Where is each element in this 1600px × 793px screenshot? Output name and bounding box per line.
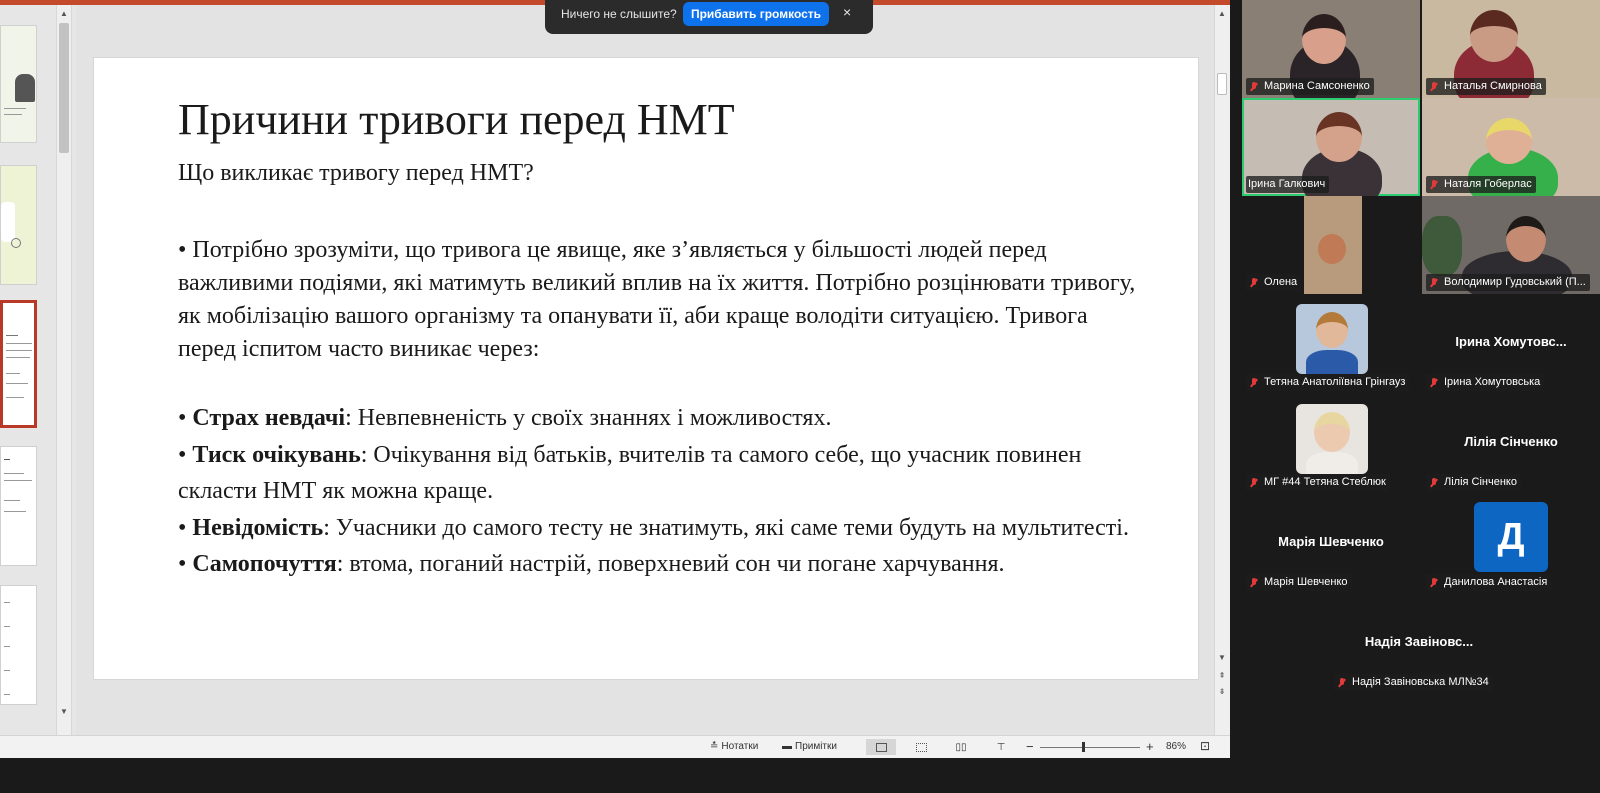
participant-nameplate	[1246, 176, 1329, 193]
reading-view-button[interactable]	[946, 739, 976, 755]
participant-name: МГ #44 Тетяна Стеблюк	[1264, 476, 1386, 488]
participant-nameplate	[1246, 78, 1374, 95]
bullet-term: Самопочуття	[192, 551, 337, 577]
bullet-term: Невідомість	[192, 514, 324, 541]
mic-muted-icon	[1428, 377, 1440, 389]
participant-nameplate	[1426, 274, 1590, 291]
zoom-slider-knob[interactable]	[1082, 742, 1085, 752]
bullet-text: : Невпевненість у своїх знаннях і можливостях.	[345, 405, 832, 431]
participant-tile[interactable]	[1330, 596, 1508, 694]
participant-nameplate	[1246, 574, 1352, 591]
participant-name: Данилова Анастасія	[1444, 576, 1548, 588]
participant-video-head	[1486, 118, 1532, 164]
slide-editor-area	[76, 5, 1214, 735]
participant-nameplate	[1426, 176, 1536, 193]
slide-sorter-icon	[916, 743, 927, 752]
mic-muted-icon	[1248, 577, 1260, 589]
bullet-text: : Очікування від батьків, вчителів та самого себе, що учасник повинен скласти НМТ як можна краще.	[178, 441, 1082, 504]
participant-video-head	[1302, 14, 1346, 64]
participant-display-name: Надія Завіновс...	[1364, 634, 1474, 649]
participant-name: Ірина Галкович	[1248, 178, 1326, 190]
participant-tile[interactable]	[1422, 296, 1600, 394]
comments-button[interactable]	[782, 741, 837, 752]
slide-bullet: • Тиск очікувань: Очікування від батьків, вчителів та самого себе, що учасник повинен скласти НМТ як можна краще.	[178, 441, 1082, 504]
scroll-down-arrow-icon[interactable]: ▼	[60, 707, 68, 716]
status-bar	[0, 735, 1230, 758]
mic-muted-icon	[1428, 179, 1440, 191]
slide-title[interactable]: Причини тривоги перед НМТ	[178, 95, 735, 144]
participant-nameplate	[1246, 274, 1301, 291]
meeting-bottom-area	[0, 758, 1230, 793]
thumbnails-scroll-thumb[interactable]	[59, 23, 69, 153]
slide-scrollbar[interactable]	[1214, 5, 1230, 735]
participant-name: Олена	[1264, 276, 1298, 288]
normal-view-icon	[876, 743, 887, 752]
participant-gallery	[1230, 0, 1600, 793]
slide-thumbnail[interactable]	[0, 165, 37, 285]
slide-subtitle[interactable]: Що викликає тривогу перед НМТ?	[178, 160, 534, 186]
mic-muted-icon	[1428, 277, 1440, 289]
plant-decoration	[1422, 216, 1462, 276]
audio-prompt-banner	[545, 0, 873, 34]
participant-name: Наталя Гоберлас	[1444, 178, 1532, 190]
zoom-slider[interactable]	[1040, 747, 1140, 748]
zoom-level[interactable]: 86%	[1166, 741, 1187, 752]
fit-to-window-icon[interactable]: ⊡	[1200, 739, 1211, 753]
participant-name: Лілія Сінченко	[1444, 476, 1517, 488]
previous-slide-icon[interactable]: ⇞	[1218, 671, 1226, 680]
slide-sorter-view-button[interactable]	[906, 739, 936, 755]
participant-name: Наталья Смирнова	[1444, 80, 1542, 92]
participant-tile[interactable]	[1242, 496, 1420, 594]
slide-bullet: • Невідомість: Учасники до самого тесту не знатимуть, які саме теми будуть на мультитесті.	[178, 514, 1129, 541]
participant-tile[interactable]	[1242, 396, 1420, 494]
comments-label: Примітки	[795, 741, 837, 752]
participant-name: Марина Самсоненко	[1264, 80, 1370, 92]
mic-muted-icon	[1428, 477, 1440, 489]
audio-prompt-question: Ничего не слышите?	[561, 7, 677, 21]
notes-icon: ≛	[710, 741, 719, 752]
bullet-text: : втома, поганий настрій, поверхневий сон чи погане харчування.	[336, 551, 1005, 577]
slide-bullet: • Страх невдачі: Невпевненість у своїх знаннях і можливостях.	[178, 405, 832, 431]
slide-thumbnails-pane[interactable]	[0, 5, 56, 735]
slide-thumbnail[interactable]	[0, 25, 37, 143]
close-icon[interactable]: ×	[843, 4, 852, 20]
participant-nameplate	[1426, 574, 1551, 591]
mic-muted-icon	[1336, 677, 1348, 689]
participant-photo	[1296, 404, 1368, 474]
current-slide[interactable]	[94, 58, 1198, 679]
participant-video	[1304, 196, 1362, 294]
participant-nameplate	[1426, 374, 1544, 391]
participant-video-head	[1470, 10, 1518, 62]
normal-view-button[interactable]	[866, 739, 896, 755]
slide-thumbnail[interactable]	[0, 585, 37, 705]
participant-tile[interactable]	[1422, 98, 1600, 196]
bullet-text: : Учасники до самого тесту не знатимуть, які саме теми будуть на мультитесті.	[323, 514, 1129, 541]
thumbnails-scrollbar[interactable]	[56, 5, 72, 735]
scroll-down-arrow-icon[interactable]: ▼	[1218, 653, 1226, 662]
participant-tile[interactable]	[1242, 196, 1420, 294]
participant-tile-active-speaker[interactable]	[1242, 98, 1420, 196]
increase-volume-button[interactable]: Прибавить громкость	[683, 2, 829, 26]
participant-name: Марія Шевченко	[1264, 576, 1348, 588]
mic-muted-icon	[1428, 577, 1440, 589]
participant-nameplate	[1334, 674, 1493, 691]
mic-muted-icon	[1248, 277, 1260, 289]
projector-icon: ⊤	[996, 741, 1006, 753]
book-icon: ▯▯	[955, 741, 967, 753]
participant-video-head	[1318, 234, 1346, 264]
mic-muted-icon	[1248, 81, 1260, 93]
participant-tile[interactable]	[1422, 0, 1600, 98]
participant-display-name: Ірина Хомутовс...	[1455, 334, 1567, 349]
participant-video-head	[1506, 216, 1546, 262]
notes-button[interactable]	[710, 741, 758, 752]
slide-thumbnail-current[interactable]	[0, 300, 37, 428]
participant-display-name: Лілія Сінченко	[1464, 434, 1558, 449]
participant-photo	[1296, 304, 1368, 374]
avatar: Д	[1474, 502, 1548, 572]
participant-display-name: Марія Шевченко	[1278, 534, 1384, 549]
participant-video-head	[1316, 112, 1362, 162]
slide-scroll-thumb[interactable]	[1217, 73, 1227, 95]
scroll-up-arrow-icon[interactable]: ▲	[1218, 9, 1226, 18]
participant-tile[interactable]	[1422, 196, 1600, 294]
slide-thumbnail[interactable]	[0, 446, 37, 566]
bullet-term: Страх невдачі	[192, 405, 346, 431]
mic-muted-icon	[1248, 377, 1260, 389]
participant-tile[interactable]	[1242, 0, 1420, 98]
scroll-up-arrow-icon[interactable]: ▲	[60, 9, 68, 18]
slide-bullet-list[interactable]	[178, 400, 1138, 583]
participant-tile[interactable]	[1242, 296, 1420, 394]
notes-label: Нотатки	[721, 741, 759, 752]
participant-name: Тетяна Анатоліївна Грінгауз	[1264, 376, 1406, 388]
participant-nameplate	[1246, 474, 1390, 491]
mic-muted-icon	[1248, 477, 1260, 489]
participant-nameplate	[1426, 78, 1546, 95]
slideshow-button[interactable]	[986, 739, 1016, 755]
bullet-term: Тиск очікувань	[192, 441, 361, 468]
participant-name: Надія Завіновська МЛ№34	[1352, 676, 1489, 688]
comment-icon: ▬	[782, 741, 792, 752]
participant-name: Ірина Хомутовська	[1444, 376, 1541, 388]
participant-tile[interactable]	[1422, 396, 1600, 494]
participant-nameplate	[1426, 474, 1521, 491]
participant-nameplate	[1246, 374, 1409, 391]
next-slide-icon[interactable]: ⇟	[1218, 687, 1226, 696]
slide-intro-paragraph[interactable]: • Потрібно зрозуміти, що тривога це явище, яке з’являється у більшості людей перед важливими подіями, які матимуть великий вплив на їх життя. Потрібно розцінювати тривогу, як мобілізацію вашого організму та опанувати її, аби краще володіти ситуацією. Тривога перед іспитом часто виникає через:	[178, 237, 1136, 362]
participant-name: Володимир Гудовський (П...	[1444, 276, 1586, 288]
zoom-out-button[interactable]: −	[1026, 739, 1034, 754]
mic-muted-icon	[1428, 81, 1440, 93]
slide-bullet: • Самопочуття: втома, поганий настрій, поверхневий сон чи погане харчування.	[178, 551, 1005, 577]
zoom-in-button[interactable]: +	[1146, 739, 1154, 754]
